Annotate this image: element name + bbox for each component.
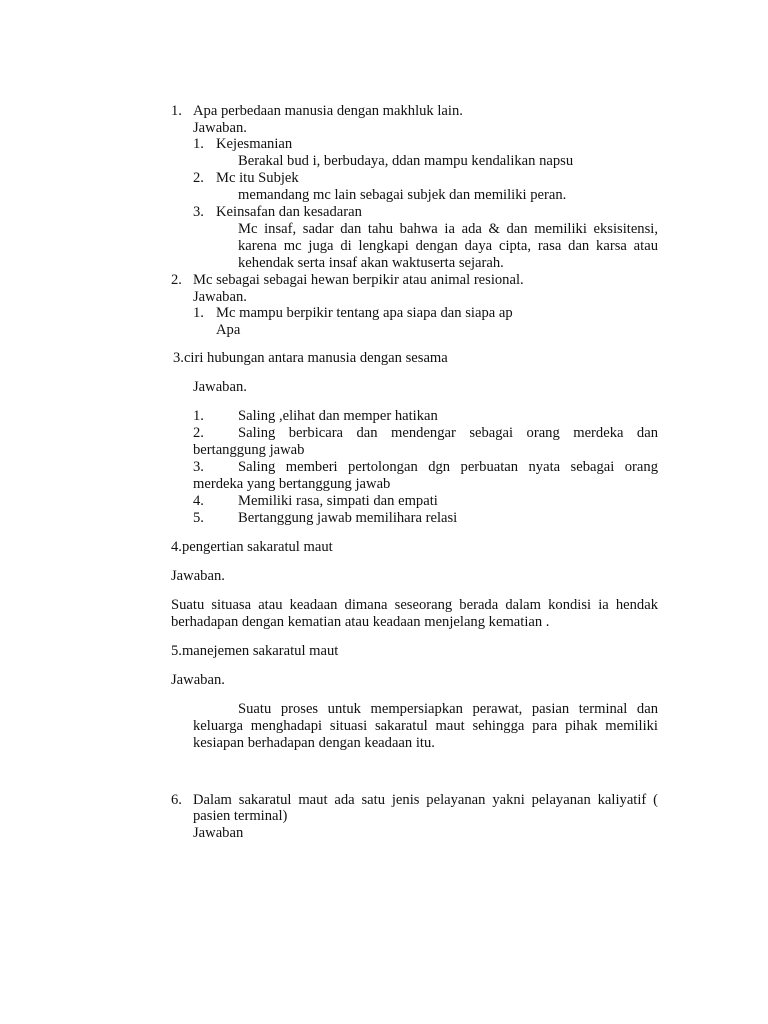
q1-item1-title: Kejesmanian — [216, 136, 293, 152]
q3-item1-text: Saling ,elihat dan memper hatikan — [238, 408, 438, 424]
q3-item2-number: 2. — [193, 425, 204, 441]
q3-item4-number: 4. — [193, 493, 204, 509]
q5-answer-label: Jawaban. — [171, 672, 225, 688]
q4-answer-line1: Suatu situasa atau keadaan dimana seseorang berada dalam kondisi ia hendak — [171, 597, 658, 613]
q1-item1-body: Berakal bud i, berbudaya, ddan mampu kendalikan napsu — [238, 153, 574, 169]
q5-heading: 5.manejemen sakaratul maut — [171, 643, 339, 659]
q4-heading: 4.pengertian sakaratul maut — [171, 539, 333, 555]
q1-item3-title: Keinsafan dan kesadaran — [216, 204, 362, 220]
q3-item5-text: Bertanggung jawab memilihara relasi — [238, 510, 458, 526]
q1-item3-body-line2: karena mc juga di lengkapi dengan daya cipta, rasa dan karsa atau — [238, 238, 658, 254]
q2-number: 2. — [171, 272, 182, 288]
q5-answer-line2: keluarga menghadapi situasi sakaratul maut sehingga para pihak memiliki — [193, 718, 658, 734]
q1-answer-label: Jawaban. — [193, 120, 247, 136]
q1-item3-number: 3. — [193, 204, 204, 220]
q2-item1-line2: Apa — [216, 322, 241, 338]
q1-number: 1. — [171, 103, 182, 119]
q3-item3-line2: merdeka yang bertanggung jawab — [193, 476, 391, 492]
q2-item1-number: 1. — [193, 305, 204, 321]
q3-item5-number: 5. — [193, 510, 204, 526]
q2-answer-label: Jawaban. — [193, 289, 247, 305]
q1-item2-number: 2. — [193, 170, 204, 186]
q5-answer-line1: Suatu proses untuk mempersiapkan perawat, pasian terminal dan — [238, 701, 658, 717]
q6-line1: Dalam sakaratul maut ada satu jenis pelayanan yakni pelayanan kaliyatif ( — [193, 792, 658, 808]
q3-item3-line1: Saling memberi pertolongan dgn perbuatan nyata sebagai orang — [238, 459, 658, 475]
q2-text: Mc sebagai sebagai hewan berpikir atau animal resional. — [193, 272, 524, 288]
q3-item2-line1: Saling berbicara dan mendengar sebagai orang merdeka dan — [238, 425, 658, 441]
q6-line2: pasien terminal) — [193, 808, 288, 824]
q1-item2-title: Mc itu Subjek — [216, 170, 299, 186]
q3-answer-label: Jawaban. — [193, 379, 247, 395]
q2-item1-line1: Mc mampu berpikir tentang apa siapa dan siapa ap — [216, 305, 513, 321]
q3-item4-text: Memiliki rasa, simpati dan empati — [238, 493, 438, 509]
q3-item1-number: 1. — [193, 408, 204, 424]
q1-item1-number: 1. — [193, 136, 204, 152]
q5-answer-line3: kesiapan berhadapan dengan keadaan itu. — [193, 735, 435, 751]
q1-text: Apa perbedaan manusia dengan makhluk lain. — [193, 103, 463, 119]
q3-item3-number: 3. — [193, 459, 204, 475]
q3-item2-line2: bertanggung jawab — [193, 442, 305, 458]
q1-item2-body: memandang mc lain sebagai subjek dan memiliki peran. — [238, 187, 567, 203]
q1-item3-body-line3: kehendak serta insaf akan waktuserta sejarah. — [238, 255, 504, 271]
q4-answer-line2: berhadapan dengan kematian atau keadaan menjelang kematian . — [171, 614, 550, 630]
q3-heading: 3.ciri hubungan antara manusia dengan sesama — [173, 350, 448, 366]
q6-number: 6. — [171, 792, 182, 808]
q4-answer-label: Jawaban. — [171, 568, 225, 584]
q1-item3-body-line1: Mc insaf, sadar dan tahu bahwa ia ada & dan memiliki eksisitensi, — [238, 221, 658, 237]
q6-answer-label: Jawaban — [193, 825, 244, 841]
